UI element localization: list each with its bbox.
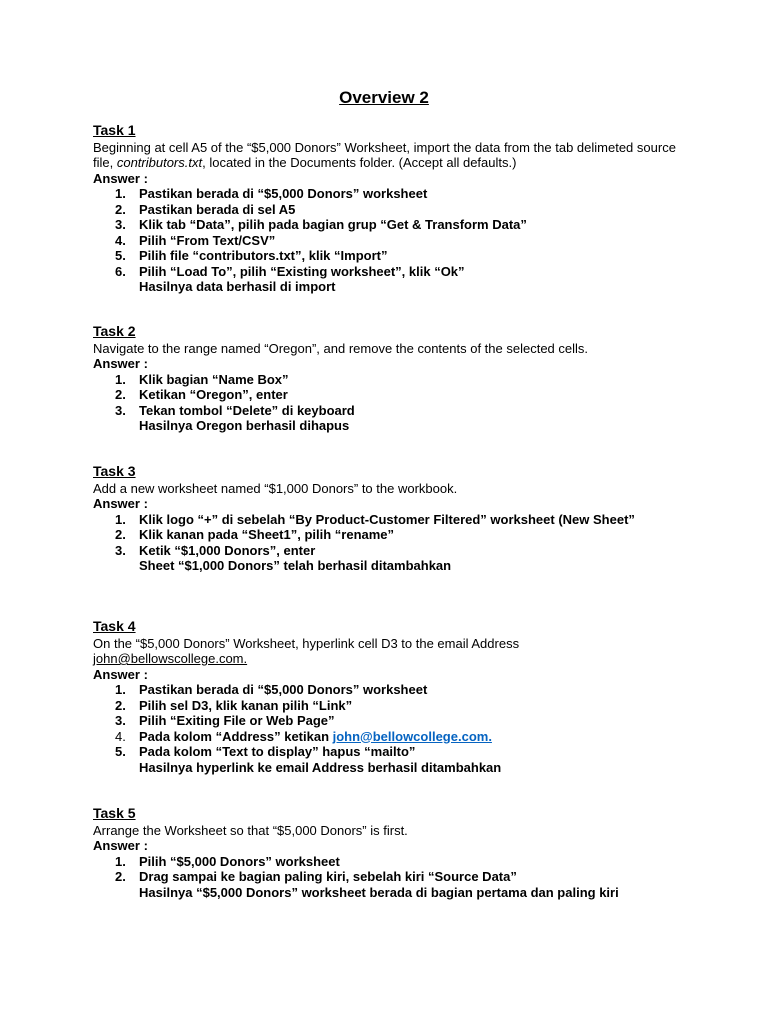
steps-list [93, 854, 693, 885]
step-text: Ketik “$1,000 Donors”, enter [139, 542, 316, 558]
list-item [93, 202, 693, 218]
step-number: 1. [115, 371, 126, 387]
list-item [93, 543, 693, 559]
step-text: Klik logo “+” di sebelah “By Product-Customer Filtered” worksheet (New Sheet” [139, 511, 635, 527]
step-number: 1. [115, 853, 126, 869]
step-text: Pastikan berada di “$5,000 Donors” worksheet [139, 682, 428, 697]
step-number: 3. [115, 713, 126, 728]
step-number: 3. [115, 217, 126, 232]
step-text: Pilih “Load To”, pilih “Existing worksheet”, klik “Ok” [139, 263, 465, 279]
result-text: Hasilnya hyperlink ke email Address berhasil ditambahkan [139, 759, 502, 775]
list-item [93, 217, 693, 233]
task-5-section [93, 806, 693, 900]
step-number: 3. [115, 402, 126, 418]
step-number: 2. [115, 697, 126, 713]
task-description: On the “$5,000 Donors” Worksheet, hyperlink cell D3 to the email Address [93, 635, 520, 651]
list-item [93, 264, 693, 280]
task-3-section [93, 464, 693, 574]
step-text: Pilih “Exiting File or Web Page” [139, 713, 335, 728]
step-number: 3. [115, 542, 126, 558]
step-text: Pada kolom “Text to display” hapus “mailto” [139, 744, 416, 759]
step-text: Ketikan “Oregon”, enter [139, 387, 288, 402]
answer-label: Answer : [93, 170, 148, 186]
step-text: Klik bagian “Name Box” [139, 371, 289, 387]
list-item [93, 512, 649, 528]
list-item [93, 854, 693, 870]
step-text: Pilih “$5,000 Donors” worksheet [139, 853, 340, 869]
answer-label: Answer : [93, 356, 148, 371]
step-number: 2. [115, 387, 126, 402]
task-title: Task 3 [93, 463, 136, 479]
step-number: 1. [115, 186, 126, 201]
step-text: Drag sampai ke bagian paling kiri, sebelah kiri “Source Data” [139, 869, 517, 884]
list-item [93, 713, 693, 729]
list-item [93, 729, 693, 745]
list-item [93, 248, 693, 264]
list-item [93, 527, 693, 543]
step-text: Pastikan berada di “$5,000 Donors” worksheet [139, 186, 428, 201]
steps-list [93, 682, 693, 760]
step-text: Tekan tombol “Delete” di keyboard [139, 402, 355, 418]
list-item [93, 387, 693, 403]
list-item [93, 372, 693, 388]
step-text: Klik tab “Data”, pilih pada bagian grup “Get & Transform Data” [139, 217, 527, 232]
task-title: Task 4 [93, 618, 136, 634]
task-description: Navigate to the range named “Oregon”, and remove the contents of the selected cells. [93, 340, 589, 356]
step-number: 5. [115, 248, 126, 263]
list-item [93, 233, 693, 249]
answer-label: Answer : [93, 496, 148, 511]
result-text: Sheet “$1,000 Donors” telah berhasil ditambahkan [139, 558, 452, 573]
step-number: 6. [115, 263, 126, 279]
task-title: Task 5 [93, 805, 136, 821]
step-number: 4. [115, 728, 126, 744]
step-text: Pilih “From Text/CSV” [139, 232, 276, 248]
desc-email: john@bellowscollege.com. [93, 651, 248, 666]
page-title: Overview 2 [339, 88, 429, 107]
step-text: Klik kanan pada “Sheet1”, pilih “rename” [139, 527, 395, 542]
step-number: 5. [115, 744, 126, 759]
step-number: 2. [115, 869, 126, 884]
step-text: Pastikan berada di sel A5 [139, 201, 296, 217]
step-number: 1. [115, 682, 126, 697]
step-text: Pilih sel D3, klik kanan pilih “Link” [139, 697, 353, 713]
step-text: Pilih file “contributors.txt”, klik “Import” [139, 248, 388, 263]
task-description: Arrange the Worksheet so that “$5,000 Donors” is first. [93, 822, 408, 838]
result-text: Hasilnya Oregon berhasil dihapus [139, 418, 350, 433]
answer-label: Answer : [93, 838, 148, 853]
list-item [93, 682, 693, 698]
list-item [93, 186, 693, 202]
list-item [93, 403, 693, 419]
result-text: Hasilnya data berhasil di import [139, 279, 336, 294]
step-number: 2. [115, 527, 126, 542]
steps-list [93, 512, 693, 559]
desc-text: , located in the Documents folder. (Accept all defaults.) [202, 155, 517, 170]
steps-list [93, 372, 693, 419]
task-title: Task 1 [93, 122, 136, 138]
result-text: Hasilnya “$5,000 Donors” worksheet berada di bagian pertama dan paling kiri [139, 884, 619, 900]
task-description: Add a new worksheet named “$1,000 Donors” to the workbook. [93, 480, 458, 496]
task-4-section [93, 619, 693, 775]
list-item [93, 698, 693, 714]
list-item [93, 744, 693, 760]
step-number: 1. [115, 511, 126, 527]
desc-text: Beginning at cell A5 of the “$5,000 Donors” Worksheet, import the data from the tab delimeted source file, [93, 139, 676, 170]
task-1-section [93, 123, 693, 295]
task-2-section [93, 324, 693, 434]
email-link[interactable]: john@bellowcollege.com. [332, 728, 492, 744]
task-description [93, 140, 693, 171]
desc-filename: contributors.txt [116, 155, 203, 170]
task-title: Task 2 [93, 323, 136, 339]
step-number: 2. [115, 201, 126, 217]
steps-list [93, 186, 693, 279]
answer-label: Answer : [93, 666, 148, 682]
step-text: Pada kolom “Address” ketikan [139, 728, 333, 744]
list-item [93, 869, 693, 885]
step-number: 4. [115, 232, 126, 248]
